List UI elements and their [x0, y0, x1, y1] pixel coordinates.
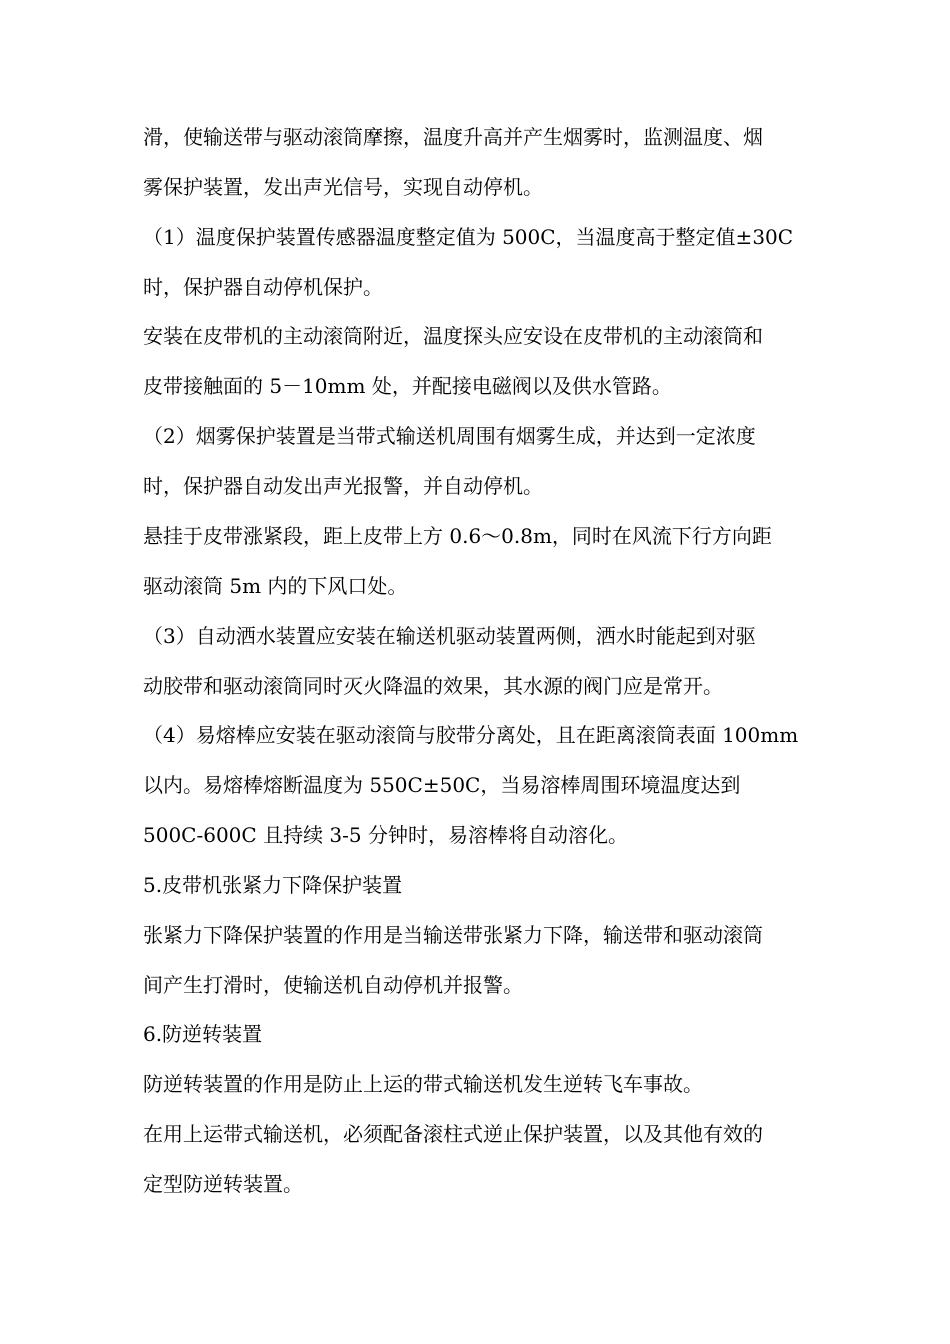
text-line: 滑，使输送带与驱动滚筒摩擦，温度升高并产生烟雾时，监测温度、烟 [143, 125, 763, 149]
text-line: （1）温度保护装置传感器温度整定值为 500C，当温度高于整定值±30C [143, 225, 794, 249]
text-line: 皮带接触面的 5－10mm 处，并配接电磁阀以及供水管路。 [143, 374, 672, 398]
text-line: 以内。易熔棒熔断温度为 550C±50C，当易溶棒周围环境温度达到 [143, 773, 741, 797]
text-line: 时，保护器自动发出声光报警，并自动停机。 [143, 474, 543, 498]
text-line: （3）自动洒水装置应安装在输送机驱动装置两侧，洒水时能起到对驱 [143, 624, 756, 648]
text-line: 防逆转装置的作用是防止上运的带式输送机发生逆转飞车事故。 [143, 1072, 703, 1096]
text-line: 安装在皮带机的主动滚筒附近，温度探头应安设在皮带机的主动滚筒和 [143, 324, 763, 348]
text-line: 动胶带和驱动滚筒同时灭火降温的效果，其水源的阀门应是常开。 [143, 674, 723, 698]
text-line: 在用上运带式输送机，必须配备滚柱式逆止保护装置，以及其他有效的 [143, 1122, 763, 1146]
text-line: （2）烟雾保护装置是当带式输送机周围有烟雾生成，并达到一定浓度 [143, 424, 756, 448]
section-heading: 6.防逆转装置 [143, 1022, 263, 1046]
text-line: 张紧力下降保护装置的作用是当输送带张紧力下降，输送带和驱动滚筒 [143, 923, 763, 947]
text-line: （4）易熔棒应安装在驱动滚筒与胶带分离处，且在距离滚筒表面 100mm [143, 723, 799, 747]
text-line: 间产生打滑时，使输送机自动停机并报警。 [143, 973, 523, 997]
text-line: 时，保护器自动停机保护。 [143, 275, 383, 299]
text-line: 驱动滚筒 5m 内的下风口处。 [143, 574, 408, 598]
text-line: 悬挂于皮带涨紧段，距上皮带上方 0.6～0.8m，同时在风流下行方向距 [143, 524, 772, 548]
section-heading: 5.皮带机张紧力下降保护装置 [143, 873, 403, 897]
text-line: 雾保护装置，发出声光信号，实现自动停机。 [143, 175, 543, 199]
text-line: 定型防逆转装置。 [143, 1172, 303, 1196]
text-line: 500C-600C 且持续 3-5 分钟时，易溶棒将自动溶化。 [143, 823, 628, 847]
